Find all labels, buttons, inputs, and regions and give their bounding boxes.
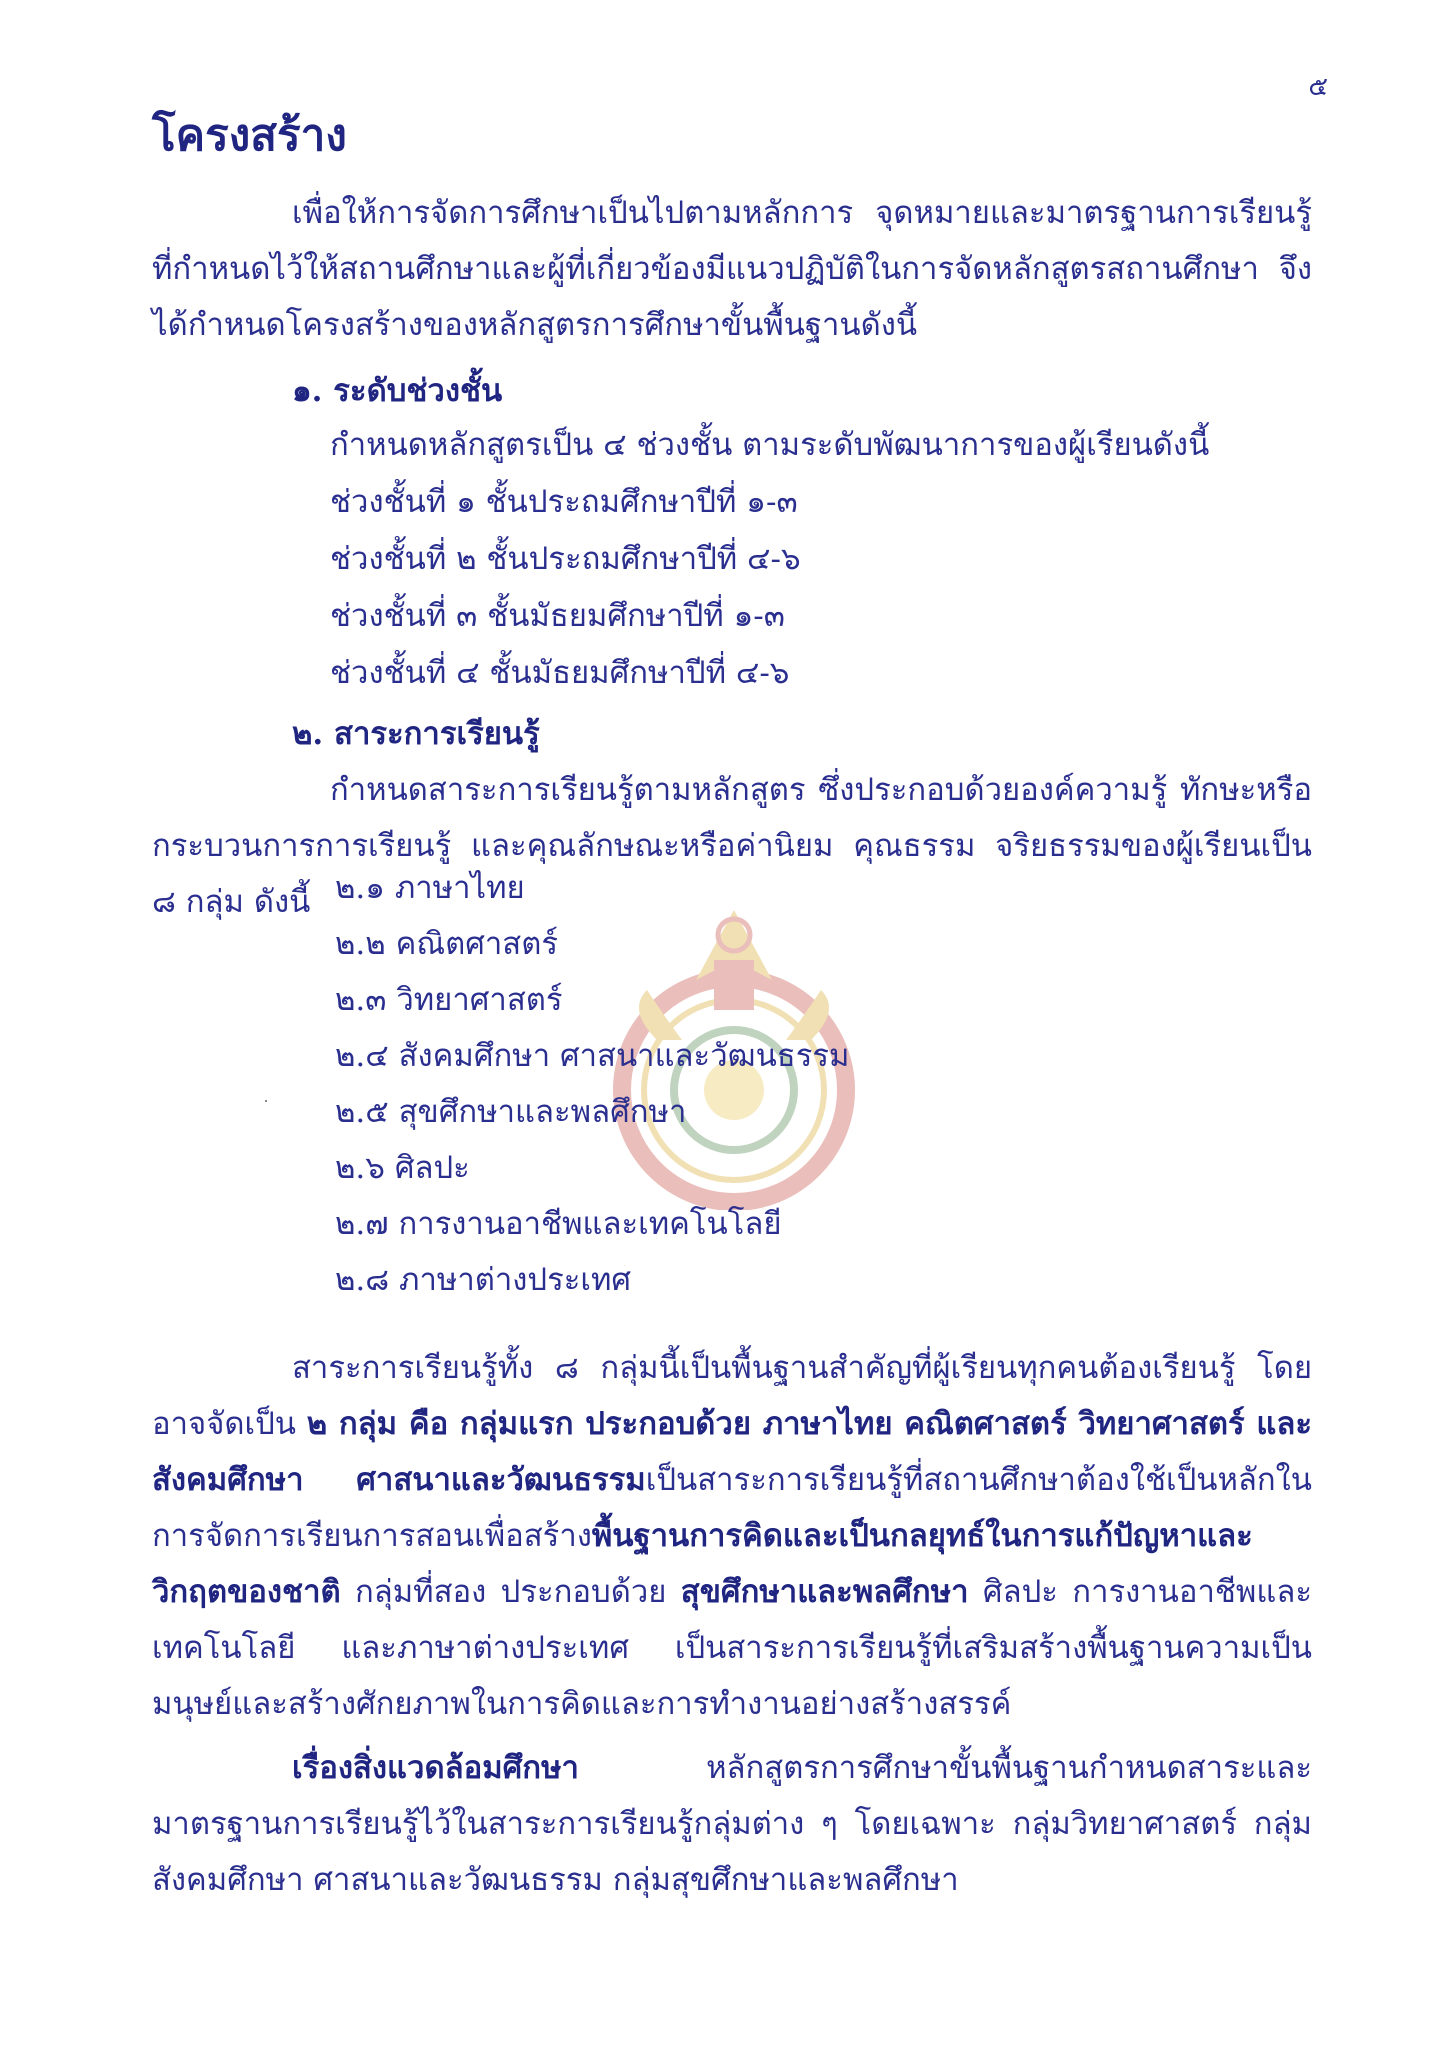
list-item: ๒.๕ สุขศึกษาและพลศึกษา	[335, 1094, 687, 1130]
section1-line: ช่วงชั้นที่ ๑ ชั้นประถมศึกษาปีที่ ๑-๓	[330, 484, 798, 520]
stray-mark	[265, 1100, 267, 1102]
env-bold: เรื่องสิ่งแวดล้อมศึกษา	[292, 1750, 579, 1786]
page-title: โครงสร้าง	[152, 110, 347, 161]
summary-text-2: เป็นสาระการเรียนรู้ที่สถานศึกษาต้องใช้เป็นหลักในการจัดการเรียนการสอนเพื่อสร้าง	[152, 1462, 1312, 1554]
subject-list	[335, 860, 849, 1308]
section1-heading: ๑. ระดับช่วงชั้น	[292, 373, 503, 409]
summary-text-1: สาระการเรียนรู้ทั้ง ๘ กลุ่มนี้เป็นพื้นฐานสำคัญที่ผู้เรียนทุกคนต้องเรียนรู้ โดยอาจจัดเป็น	[152, 1350, 1312, 1442]
section1-line: ช่วงชั้นที่ ๓ ชั้นมัธยมศึกษาปีที่ ๑-๓	[330, 598, 785, 634]
section2-heading: ๒. สาระการเรียนรู้	[292, 716, 540, 752]
summary-text-4: ศิลปะ การงานอาชีพและเทคโนโลยี และภาษาต่างประเทศ เป็นสาระการเรียนรู้ที่เสริมสร้างพื้นฐานความเป็นมนุษย์และสร้างศักยภาพในการคิดและการทำงานอย่างสร้างสรรค์	[152, 1574, 1312, 1722]
summary-bold-3: สุขศึกษาและพลศึกษา	[680, 1574, 969, 1610]
page-number: ๕	[1308, 72, 1328, 102]
list-item: ๒.๘ ภาษาต่างประเทศ	[335, 1262, 632, 1298]
section1-lines	[330, 417, 1209, 702]
list-item: ๒.๑ ภาษาไทย	[335, 870, 525, 906]
list-item: ๒.๒ คณิตศาสตร์	[335, 926, 558, 962]
section1-line: กำหนดหลักสูตรเป็น ๔ ช่วงชั้น ตามระดับพัฒนาการของผู้เรียนดังนี้	[330, 427, 1210, 463]
list-item: ๒.๗ การงานอาชีพและเทคโนโลยี	[335, 1206, 782, 1242]
section2-intro: กำหนดสาระการเรียนรู้ตามหลักสูตร ซึ่งประกอบด้วยองค์ความรู้ ทักษะหรือกระบวนการการเรียนรู้ และคุณลักษณะหรือค่านิยม คุณธรรม จริยธรรมของผู้เรียนเป็น ๘ กลุ่ม ดังนี้	[152, 772, 1312, 920]
summary-bold-1: ๒ กลุ่ม คือ กลุ่มแรก ประกอบด้วย ภาษาไทย คณิตศาสตร์ วิทยาศาสตร์ และสังคมศึกษา ศาสนาและวัฒนธรรม	[152, 1406, 1312, 1498]
summary-text-3: กลุ่มที่สอง ประกอบด้วย	[340, 1574, 681, 1610]
list-item: ๒.๖ ศิลปะ	[335, 1150, 470, 1186]
env-text: หลักสูตรการศึกษาขั้นพื้นฐานกำหนดสาระและมาตรฐานการเรียนรู้ไว้ในสาระการเรียนรู้กลุ่มต่าง ๆ โดยเฉพาะ กลุ่มวิทยาศาสตร์ กลุ่มสังคมศึกษา ศาสนาและวัฒนธรรม กลุ่มสุขศึกษาและพลศึกษา	[152, 1750, 1312, 1898]
environment-paragraph	[152, 1740, 1312, 1908]
summary-bold-2: พื้นฐานการคิดและเป็นกลยุทธ์ในการแก้ปัญหาและวิกฤตของชาติ	[152, 1518, 1253, 1610]
summary-paragraph	[152, 1340, 1312, 1732]
list-item: ๒.๓ วิทยาศาสตร์	[335, 982, 563, 1018]
section1-line: ช่วงชั้นที่ ๒ ชั้นประถมศึกษาปีที่ ๔-๖	[330, 541, 801, 577]
intro-paragraph: เพื่อให้การจัดการศึกษาเป็นไปตามหลักการ จุดหมายและมาตรฐานการเรียนรู้ ที่กำหนดไว้ให้สถานศึกษาและผู้ที่เกี่ยวข้องมีแนวปฏิบัติในการจัดหลักสูตรสถานศึกษา จึงได้กำหนดโครงสร้างของหลักสูตรการศึกษาขั้นพื้นฐานดังนี้	[152, 195, 1312, 343]
section1-line: ช่วงชั้นที่ ๔ ชั้นมัธยมศึกษาปีที่ ๔-๖	[330, 655, 790, 691]
list-item: ๒.๔ สังคมศึกษา ศาสนาและวัฒนธรรม	[335, 1038, 850, 1074]
